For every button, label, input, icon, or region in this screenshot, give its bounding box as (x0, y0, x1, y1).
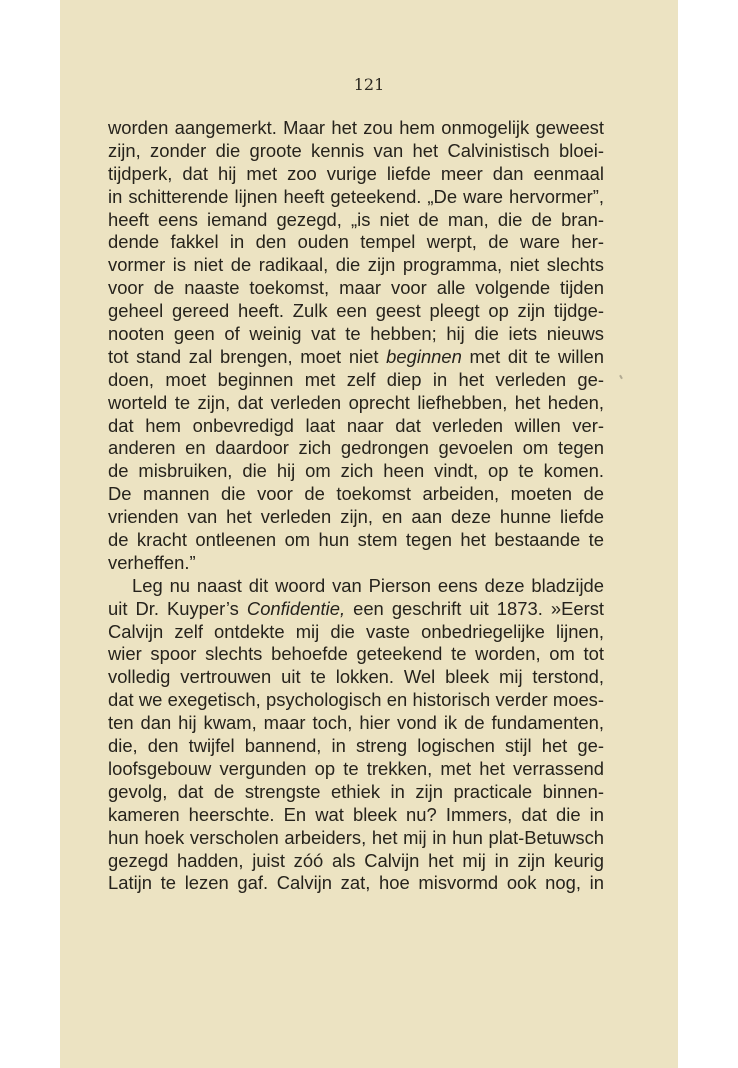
text-line: De mannen die voor de toekomst arbeiden, moeten de (108, 483, 604, 505)
text-line: nooten geen of weinig vat te hebben; hij die iets nieuws (108, 323, 604, 345)
text-line: ten dan hij kwam, maar toch, hier vond ik de fundamenten, (108, 712, 604, 734)
text-line-with-italic (108, 598, 604, 621)
text-line: worden aangemerkt. Maar het zou hem onmogelijk geweest (108, 117, 604, 138)
text-line: in schitterende lijnen heeft geteekend. „De ware hervormer”, (108, 185, 604, 207)
text-line: geheel gereed heeft. Zulk een geest pleegt op zijn tijdge- (108, 300, 604, 322)
body-text (108, 117, 604, 895)
text-line: dat hem onbevredigd laat naar dat verleden willen ver- (108, 414, 604, 436)
text-line: dende fakkel in den ouden tempel werpt, de ware her- (108, 231, 604, 253)
text-fragment: tot stand zal brengen, moet niet (108, 345, 387, 367)
text-line: hun hoek verscholen arbeiders, het mij in hun plat-Betuwsch (108, 826, 604, 848)
text-line: de kracht ontleenen om hun stem tegen het bestaande te (108, 529, 604, 551)
text-line: gezegd hadden, juist zóó als Calvijn het mij in zijn keurig (108, 849, 604, 871)
text-fragment: een geschrift uit 1873. »Eerst (345, 597, 604, 619)
text-line: vrienden van het verleden zijn, en aan deze hunne liefde (108, 506, 604, 528)
text-line: heeft eens iemand gezegd, „is niet de man, die de bran- (108, 208, 604, 230)
text-line: de misbruiken, die hij om zich heen vindt, op te komen. (108, 460, 604, 482)
text-line: vormer is niet de radikaal, die zijn programma, niet slechts (108, 254, 604, 276)
text-line: volledig vertrouwen uit te lokken. Wel bleek mij terstond, (108, 666, 604, 688)
italic-word: beginnen (386, 345, 462, 367)
text-line: die, den twijfel bannend, in streng logischen stijl het ge- (108, 735, 604, 757)
text-line: gevolg, dat de strengste ethiek in zijn practicale binnen- (108, 780, 604, 802)
italic-word: Confidentie, (246, 597, 346, 619)
text-line: doen, moet beginnen met zelf diep in het verleden ge- (108, 368, 604, 390)
paper-speck (619, 375, 623, 379)
book-page (60, 0, 678, 1068)
text-line: wier spoor slechts behoefde geteekend te worden, om tot (108, 643, 604, 665)
text-line: verheffen.” (108, 551, 196, 573)
page-number: 121 (353, 75, 385, 94)
text-fragment: met dit te willen (461, 345, 604, 367)
text-fragment: uit Dr. Kuyper’s (108, 597, 247, 619)
text-line: dat we exegetisch, psychologisch en historisch verder moes- (108, 689, 604, 711)
text-line: tijdperk, dat hij met zoo vurige liefde meer dan eenmaal (108, 162, 604, 184)
text-line: Latijn te lezen gaf. Calvijn zat, hoe misvormd ook nog, in (108, 872, 604, 894)
text-line: voor de naaste toekomst, maar voor alle volgende tijden (108, 277, 604, 299)
text-line-with-italic (108, 346, 604, 369)
text-line: anderen en daardoor zich gedrongen gevoelen om tegen (108, 437, 604, 459)
text-line: Leg nu naast dit woord van Pierson eens deze bladzijde (132, 574, 604, 596)
text-line: zijn, zonder die groote kennis van het Calvinistisch bloei- (108, 139, 604, 161)
text-line: loofsgebouw vergunden op te trekken, met het verrassend (108, 757, 604, 779)
text-line: kameren heerschte. En wat bleek nu? Immers, dat die in (108, 803, 604, 825)
text-line: worteld te zijn, dat verleden oprecht liefhebben, het heden, (108, 391, 604, 413)
text-line: Calvijn zelf ontdekte mij die vaste onbedriegelijke lijnen, (108, 620, 604, 642)
